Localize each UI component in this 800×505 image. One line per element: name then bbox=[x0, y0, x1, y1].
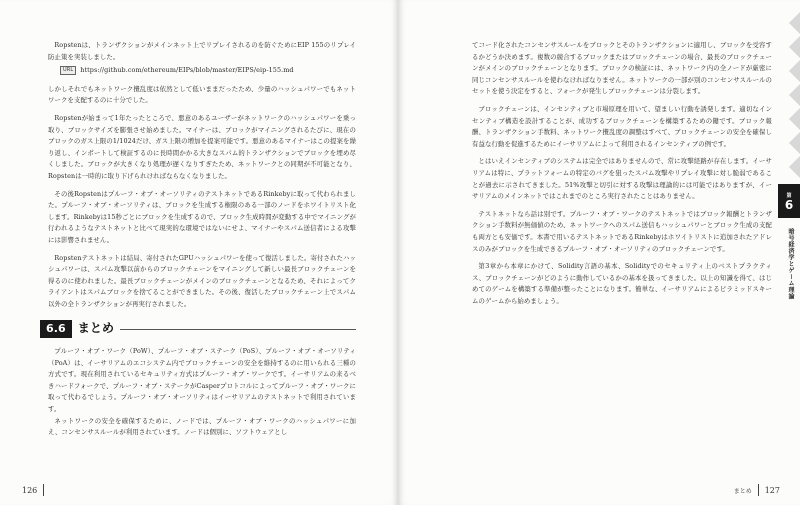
paragraph: ネットワークの安全を確保するために、ノードでは、プルーフ・オブ・ワークのハッシュパワーに加え、コンセンサスルールが利用されています。ノードは個別に、ソフトウェアとし bbox=[48, 416, 356, 437]
page-number: 127 bbox=[764, 485, 780, 495]
thumb-tab-marker bbox=[789, 156, 800, 178]
section-number: 6.6 bbox=[40, 320, 72, 338]
thumb-tab-marker bbox=[789, 60, 800, 82]
paragraph: その後Ropstenはプルーフ・オブ・オーソリティのテストネットであるRinkebyに取って代わられました。プルーフ・オブ・オーソリティは、ブロックを生成する権限のある一部のノードをホワイトリスト化します。Rinkebyは15秒ごとにブロックを生成するので、ブロック生成時間が変動する中でマイニングが行われるようなテストネットと比べて現実的な環境ではないにせよ、マイナーやスパム送信者による攻撃には影響されません。 bbox=[48, 189, 356, 244]
paragraph: ブロックチェーンは、インセンティブと市場原理を用いて、望ましい行動を誘発します。適切なインセンティブ構造を設計することが、成功するブロックチェーンを構築するための鍵です。ブロック報酬、トランザクション手数料、ネットワーク攪乱度の調整はすべて、ブロックチェーンの安全を確保し有益な行動を促進するためにイーサリアムによって利用されるインセンティブの例です。 bbox=[472, 104, 772, 148]
thumb-tab-marker bbox=[789, 132, 800, 154]
paragraph: Ropstenが始まって1年たったところで、悪意のあるユーザーがネットワークのハッシュパワーを乗っ取り、ブロックサイズを膨張させ始めました。マイナーは、ブロックがマイニングされるたびに、現在のブロックのガス上限の1/1024だけ、ガス上限の増加を提案可能です。悪意のあるマイナーはこの提案を繰り返し、インポートして検証するのに長時間かかる大きなスパム的トランザクションでブロックを埋め尽くしました。ブロックが大きくなり処理が遅くなりすぎたため、ネットワークとの同期が不可能となり、Ropstenは一時的に取り下げられければならなくなりました。 bbox=[48, 113, 356, 180]
chapter-title-vertical: 暗号経済学とゲーム理論 bbox=[787, 228, 794, 300]
paragraph: テストネットなら話は別です。プルーフ・オブ・ワークのテストネットではブロック報酬とトランザクション手数料が無価値のため、ネットワークへのスパム送信もハッシュパワーとブロック生成の支配も両方とも安価です。本書で用いるテストネットであるRinkebyはホワイトリストに追加されたアドレスのみがブロックを生成できるプルーフ・オブ・オーソリティのブロックチェーンです。 bbox=[472, 209, 772, 253]
paragraph: 第3章から本章にかけて、Solidity言語の基本、Solidityでのセキュリティ上のベストプラクティス、ブロックチェーンがどのように動作しているかの基本を扱ってきました。以上の知識を得て、はじめてのゲームを構築する準備が整ったことになります。簡単な、イーサリアムによるピラミッドスキームのゲームから始めましょう。 bbox=[472, 262, 772, 305]
paragraph: Ropstenテストネットは結局、寄付されたGPUハッシュパワーを使って復活しました。寄付されたハッシュパワーは、スパム攻撃以前からのブロックチェーンをマイニングして新しい最長ブロックチェーンを得るのに使われました。最長ブロックチェーンがメインのブロックチェーンとなるため、それによってクライアントはスパムブロックを捨てることができました。その後、復活したブロックチェーン上でスパム以外の全トランザクションが再実行されました。 bbox=[48, 253, 356, 308]
thumb-tab-marker bbox=[789, 84, 800, 106]
section-heading bbox=[40, 320, 356, 338]
paragraph: とはいえインセンティブのシステムは完全ではありませんので、常に攻撃経路が存在します。イーサリアムは特に、プラットフォームの特定のバグを狙ったスパム攻撃やリプレイ攻撃に対し脆弱であることが過去に示されてきました。51%攻撃と切引に対する攻撃は理論的には可能ではありますが、イーサリアムのメインネットではこれまでのところ実行されたことはありません。 bbox=[472, 157, 772, 201]
paragraph: てコード化されたコンセンサスルールをブロックとそのトランザクションに適用し、ブロックを受容するかどうか決めます。複数の競合するブロックまたはブロックチェーンの場合、最長のブロックチェーンがメインのブロックチェーンとなります。ブロックの検証には、ネットワーク内の全ノードが厳密に同じコンセンサスルールを使わなければなりません。ネットワークの一部が別のコンセンサスルールのセットを使う決定をすると、フォークが発生しブロックチェーンは分裂します。 bbox=[472, 41, 772, 96]
url-reference bbox=[60, 65, 356, 77]
right-text-column bbox=[472, 40, 772, 307]
chapter-label: 第 bbox=[786, 192, 792, 199]
left-page bbox=[0, 0, 398, 505]
paragraph: Ropstenは、トランザクションがメインネット上でリプレイされるのを防ぐためにEIP 155のリプレイ防止策を実装しました。 bbox=[48, 41, 356, 61]
paragraph: しかしそれでもネットワーク攪乱度は依然として低いままだったため、少量のハッシュパワーでもネットワークを支配するのに十分でした。 bbox=[48, 84, 356, 105]
section-title: まとめ bbox=[72, 323, 120, 335]
chapter-tab bbox=[778, 184, 800, 218]
url-tag: URL bbox=[60, 66, 76, 75]
left-text-column bbox=[48, 40, 356, 439]
thumb-tab-marker bbox=[789, 108, 800, 130]
page-number-right bbox=[734, 484, 780, 496]
thumb-tab-marker bbox=[789, 36, 800, 58]
chapter-thumb-tabs bbox=[778, 12, 800, 180]
url-link[interactable]: https://github.com/ethereum/EIPs/blob/master/EIPS/eip-155.md bbox=[80, 66, 294, 75]
paragraph: プルーフ・オブ・ワーク（PoW）、プルーフ・オブ・ステーク（PoS）、プルーフ・オブ・オーソリティ（PoA）は、イーサリアムのエコシステム内でブロックチェーンの安全を維持するのに用いられる三種の方式です。現在利用されているセキュリティ方式はプルーフ・オブ・ワークです。イーサリアムの来るべきハードフォークで、プルーフ・オブ・ステークがCasperプロトコルによってプルーフ・オブ・ワークに取って代わるでしょう。プルーフ・オブ・オーソリティはイーサリアムのテストネットで利用されています。 bbox=[48, 347, 356, 414]
chapter-number: 6 bbox=[784, 197, 794, 212]
running-head: まとめ bbox=[733, 487, 752, 495]
thumb-tab-marker bbox=[789, 12, 800, 34]
right-page bbox=[398, 0, 800, 505]
page-number: 126 bbox=[22, 485, 38, 495]
page-number-left bbox=[22, 484, 44, 496]
